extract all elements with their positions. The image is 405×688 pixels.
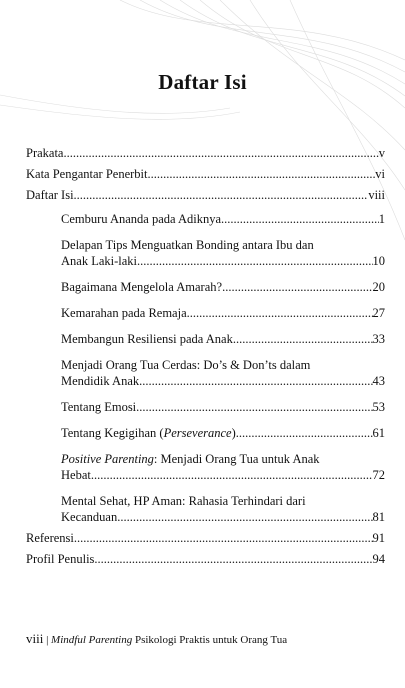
toc-entry-label-post: ) <box>231 426 236 440</box>
table-of-contents <box>26 145 385 572</box>
footer-separator: | <box>46 634 49 646</box>
toc-entry-resiliensi[interactable] <box>61 331 385 347</box>
page-title: Daftar Isi <box>158 70 247 94</box>
toc-entry-label: Membangun Resiliensi pada Anak <box>61 332 233 346</box>
toc-entry-label-line1: Menjadi Orang Tua Cerdas: Do’s & Don’ts dalam <box>61 358 311 372</box>
toc-leader-dots <box>74 530 373 546</box>
toc-entry-referensi[interactable] <box>26 530 385 546</box>
toc-entry-label: Referensi <box>26 531 74 545</box>
toc-entry-page: 61 <box>372 426 385 440</box>
toc-entry-label-line1 <box>61 451 385 467</box>
toc-leader-dots <box>139 373 372 389</box>
toc-entry-positive-parenting[interactable] <box>61 451 385 483</box>
toc-leader-dots <box>91 467 373 483</box>
toc-leader-dots <box>136 399 372 415</box>
toc-entry-label: Bagaimana Mengelola Amarah? <box>61 280 223 294</box>
toc-entry-kegigihan[interactable] <box>61 425 385 441</box>
toc-entry-page: v <box>378 146 385 160</box>
toc-entry-label: Kecanduan <box>61 510 118 524</box>
toc-entry-kata-pengantar[interactable] <box>26 166 385 182</box>
toc-leader-dots <box>137 253 372 269</box>
toc-entry-page: 94 <box>372 552 385 566</box>
toc-leader-dots <box>94 551 372 567</box>
toc-entry-label: Prakata <box>26 146 64 160</box>
toc-entry-label-rest: : Menjadi Orang Tua untuk Anak <box>153 452 320 466</box>
toc-leader-dots <box>222 279 372 295</box>
footer-book-title-italic: Mindful Parenting <box>51 634 133 646</box>
toc-entry-page: 20 <box>372 280 385 294</box>
toc-entry-prakata[interactable] <box>26 145 385 161</box>
toc-entry-emosi[interactable] <box>61 399 385 415</box>
toc-entry-label: Hebat <box>61 468 91 482</box>
toc-entry-daftar-isi[interactable] <box>26 187 385 203</box>
toc-entry-label: Kata Pengantar Penerbit <box>26 167 148 181</box>
toc-entry-label-italic: Positive Parenting <box>61 452 154 466</box>
toc-entry-page: 43 <box>372 374 385 388</box>
toc-entry-mental-sehat[interactable] <box>61 493 385 525</box>
toc-entry-kemarahan-remaja[interactable] <box>61 305 385 321</box>
toc-entry-label: Mendidik Anak <box>61 374 140 388</box>
toc-entry-page: 72 <box>372 468 385 482</box>
toc-entry-page: 10 <box>372 254 385 268</box>
toc-entry-page: 1 <box>378 212 385 226</box>
toc-entry-page: 33 <box>372 332 385 346</box>
toc-leader-dots <box>236 425 373 441</box>
footer-book-title: Psikologi Praktis untuk Orang Tua <box>132 634 288 646</box>
toc-entry-label-italic: Perseverance <box>163 426 232 440</box>
toc-entry-page: viii <box>368 188 385 202</box>
toc-entry-label: Kemarahan pada Remaja <box>61 306 187 320</box>
toc-leader-dots <box>187 305 373 321</box>
toc-leader-dots <box>63 145 378 161</box>
toc-entry-label: Profil Penulis <box>26 552 95 566</box>
toc-entry-label-line1: Mental Sehat, HP Aman: Rahasia Terhindari dari <box>61 494 306 508</box>
toc-entry-delapan-tips[interactable] <box>61 237 385 269</box>
toc-entry-orang-tua-cerdas[interactable] <box>61 357 385 389</box>
toc-entry-label: Tentang Emosi <box>61 400 137 414</box>
toc-entry-cemburu[interactable] <box>61 211 385 227</box>
footer-page-number: viii <box>26 631 44 646</box>
toc-entry-page: 91 <box>372 531 385 545</box>
toc-entry-page: 27 <box>372 306 385 320</box>
toc-entry-label-line1: Delapan Tips Menguatkan Bonding antara Ibu dan <box>61 238 314 252</box>
toc-leader-dots <box>233 331 373 347</box>
toc-entry-page: 53 <box>372 400 385 414</box>
toc-leader-dots <box>147 166 375 182</box>
toc-leader-dots <box>74 187 369 203</box>
page-footer <box>26 631 287 647</box>
toc-entry-label <box>61 425 236 441</box>
toc-leader-dots <box>221 211 379 227</box>
toc-leader-dots <box>117 509 372 525</box>
toc-entry-label: Anak Laki-laki <box>61 254 138 268</box>
toc-entry-mengelola-amarah[interactable] <box>61 279 385 295</box>
toc-entry-profil-penulis[interactable] <box>26 551 385 567</box>
toc-entry-label: Cemburu Ananda pada Adiknya <box>61 212 222 226</box>
toc-entry-label-pre: Tentang Kegigihan ( <box>61 426 164 440</box>
toc-entry-page: vi <box>375 167 385 181</box>
toc-entry-label: Daftar Isi <box>26 188 74 202</box>
toc-entry-page: 81 <box>372 510 385 524</box>
